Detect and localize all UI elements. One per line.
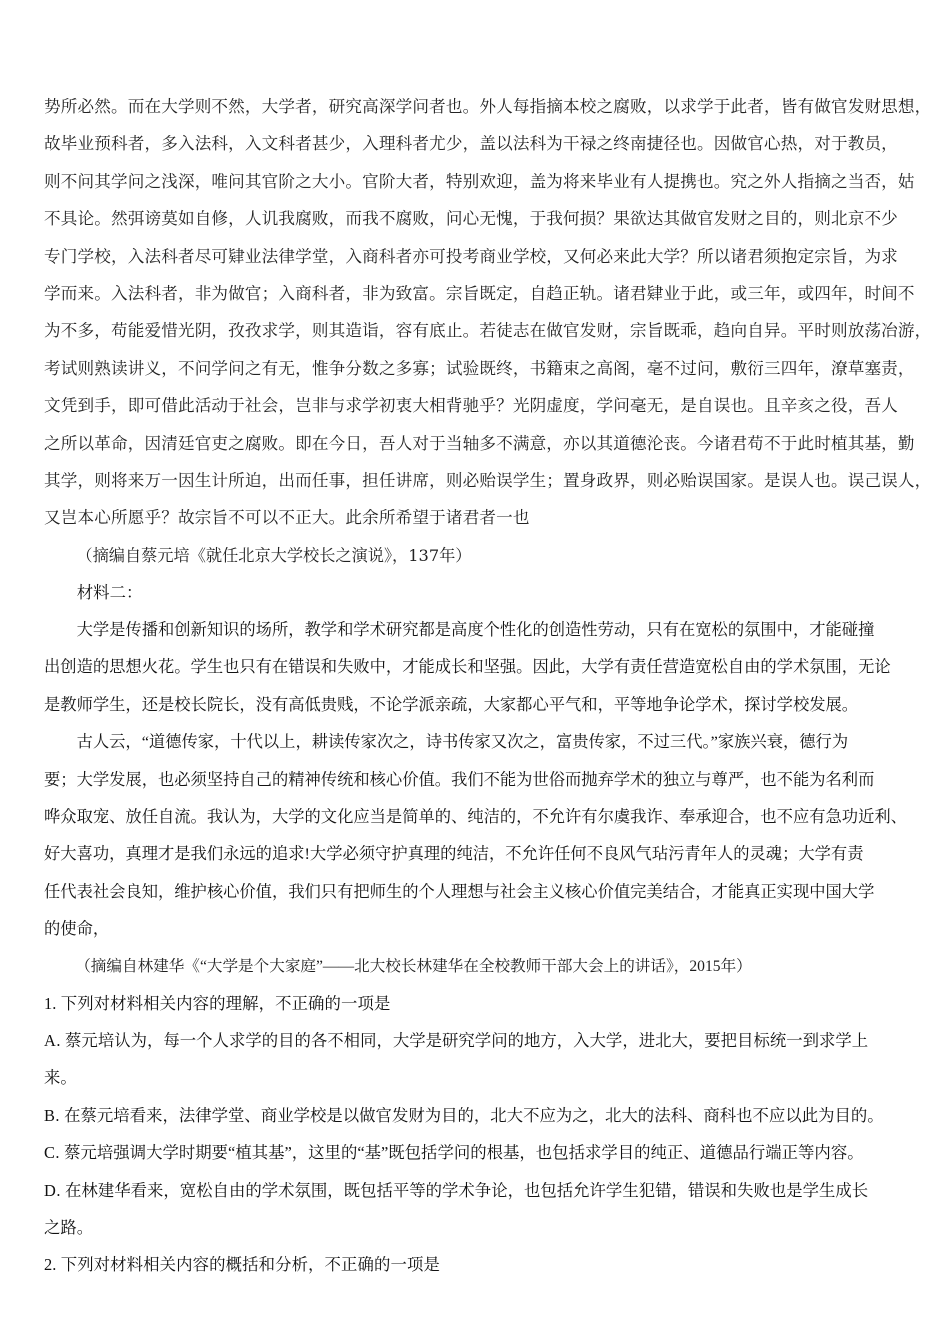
question-1-option-b[interactable] bbox=[44, 1097, 906, 1134]
material-one-line: 之所以革命，因清廷官吏之腐败。即在今日，吾人对于当轴多不满意，亦以其道德沦丧。今诸君苟不于此时植其基，勤 bbox=[44, 433, 915, 453]
option-d-text-cont: 之路。 bbox=[44, 1217, 94, 1237]
option-c-mark: C. bbox=[44, 1143, 61, 1163]
question-1-option-a-cont bbox=[44, 1059, 906, 1096]
question-1-option-d[interactable] bbox=[44, 1172, 906, 1209]
material-one-body bbox=[44, 88, 932, 537]
material-one-line: 文凭到手，即可借此活动于社会，岂非与求学初衷大相背驰乎？光阴虚度，学问毫无，是自误也。且辛亥之役，吾人 bbox=[44, 396, 898, 416]
material-two-line: 大学是传播和创新知识的场所，教学和学术研究都是高度个性化的创造性劳动，只有在宽松的氛围中，才能碰撞 bbox=[44, 619, 875, 639]
material-one-line: 又岂本心所愿乎？故宗旨不可以不正大。此余所希望于诸君者一也 bbox=[44, 508, 530, 528]
option-d-mark: D. bbox=[44, 1180, 61, 1200]
material-two-paragraph-two bbox=[44, 723, 906, 947]
material-two-line: 是教师学生，还是校长院长，没有高低贵贱，不论学派亲疏，大家都心平气和，平等地争论学术，探讨学校发展。 bbox=[44, 694, 859, 714]
question-1-stem-text: 下列对材料相关内容的理解，不正确的一项是 bbox=[60, 993, 391, 1013]
material-one-line: 不具论。然弭谤莫如自修，人讥我腐败，而我不腐败，问心无愧，于我何损？果欲达其做官发财之目的，则北京不少 bbox=[44, 209, 898, 229]
question-2-stem-text: 下列对材料相关内容的概括和分析，不正确的一项是 bbox=[60, 1255, 440, 1275]
question-2 bbox=[44, 1246, 906, 1283]
question-1-option-a[interactable] bbox=[44, 1022, 906, 1059]
option-c-text: 蔡元培强调大学时期要“植其基”，这里的“基”既包括学问的根基，也包括求学目的纯正、道德品行端正等内容。 bbox=[64, 1143, 864, 1163]
question-1-option-d-cont bbox=[44, 1209, 906, 1246]
material-two-line: 要；大学发展，也必须坚持自己的精神传统和核心价值。我们不能为世俗而抛弃学术的独立与尊严，也不能为名利而 bbox=[44, 769, 875, 789]
option-a-mark: A. bbox=[44, 1030, 61, 1050]
material-two-line: 好大喜功，真理才是我们永远的追求!大学必须守护真理的纯洁，不允许任何不良风气玷污青年人的灵魂；大学有责 bbox=[44, 844, 864, 864]
option-b-mark: B. bbox=[44, 1105, 61, 1125]
question-1-stem bbox=[44, 985, 906, 1022]
material-one-line: 专门学校，入法科者尽可肄业法律学堂，入商科者亦可投考商业学校，又何必来此大学？所以诸君须抱定宗旨，为求 bbox=[44, 246, 898, 266]
material-one-line: 势所必然。而在大学则不然，大学者，研究高深学问者也。外人每指摘本校之腐败，以求学于此者，皆有做官发财思想， bbox=[44, 97, 932, 116]
material-one-line: 为不多，苟能爱惜光阴，孜孜求学，则其造诣，容有底止。若徒志在做官发财，宗旨既乖，趋向自异。平时则放荡冶游， bbox=[44, 321, 932, 341]
material-two-citation: （摘编自林建华《“大学是个大家庭”——北大校长林建华在全校教师干部大会上的讲话》，2015年） bbox=[75, 957, 752, 975]
material-two-line: 出创造的思想火花。学生也只有在错误和失败中，才能成长和坚强。因此，大学有责任营造宽松自由的学术氛围，无论 bbox=[44, 657, 891, 677]
material-two-line: 任代表社会良知，维护核心价值，我们只有把师生的个人理想与社会主义核心价值完美结合，才能真正实现中国大学 bbox=[44, 881, 875, 901]
material-one-line: 其学，则将来万一因生计所迫，出而任事，担任讲席，则必贻误学生；置身政界，则必贻误国家。是误人也。误己误人， bbox=[44, 471, 932, 491]
material-one-citation: （摘编自蔡元培《就任北京大学校长之演说》，137年） bbox=[76, 545, 472, 565]
material-two-line: 哗众取宠、放任自流。我认为，大学的文化应当是简单的、纯洁的，不允许有尔虞我诈、奉承迎合，也不应有急功近利、 bbox=[44, 806, 907, 826]
question-1 bbox=[44, 985, 906, 1247]
question-1-number: 1. bbox=[44, 993, 57, 1013]
option-d-text: 在林建华看来，宽松自由的学术氛围，既包括平等的学术争论，也包括允许学生犯错，错误和失败也是学生成长 bbox=[65, 1180, 869, 1200]
option-b-text: 在蔡元培看来，法律学堂、商业学校是以做官发财为目的，北大不应为之，北大的法科、商科也不应以此为目的。 bbox=[64, 1105, 884, 1125]
material-two-label: 材料二： bbox=[76, 582, 143, 602]
material-one-line: 故毕业预科者，多入法科，入文科者甚少，入理科者尤少，盖以法科为干禄之终南捷径也。因做官心热，对于教员， bbox=[44, 134, 898, 154]
material-two-line: 的使命， bbox=[44, 919, 110, 939]
material-one-line: 学而来。入法科者，非为做官；入商科者，非为致富。宗旨既定，自趋正轨。诸君肄业于此，或三年，或四年，时间不 bbox=[44, 284, 915, 304]
material-two-paragraph-one bbox=[44, 611, 906, 723]
material-one-line: 则不问其学问之浅深，唯问其官阶之大小。官阶大者，特别欢迎，盖为将来毕业有人提携也。究之外人指摘之当否，姑 bbox=[44, 171, 915, 191]
question-2-number: 2. bbox=[44, 1255, 57, 1275]
question-2-stem bbox=[44, 1246, 906, 1283]
option-a-text: 蔡元培认为，每一个人求学的目的各不相同，大学是研究学问的地方，入大学，进北大，要把目标统一到求学上 bbox=[65, 1030, 869, 1050]
material-one-line: 考试则熟读讲义，不问学问之有无，惟争分数之多寡；试验既终，书籍束之高阁，毫不过问，敷衍三四年，潦草塞责， bbox=[44, 358, 915, 378]
material-two-line: 古人云，“道德传家，十代以上，耕读传家次之，诗书传家又次之，富贵传家，不过三代。”家族兴衰，德行为 bbox=[44, 732, 849, 752]
question-1-option-c[interactable] bbox=[44, 1134, 906, 1171]
option-a-text-cont: 来。 bbox=[44, 1068, 77, 1088]
